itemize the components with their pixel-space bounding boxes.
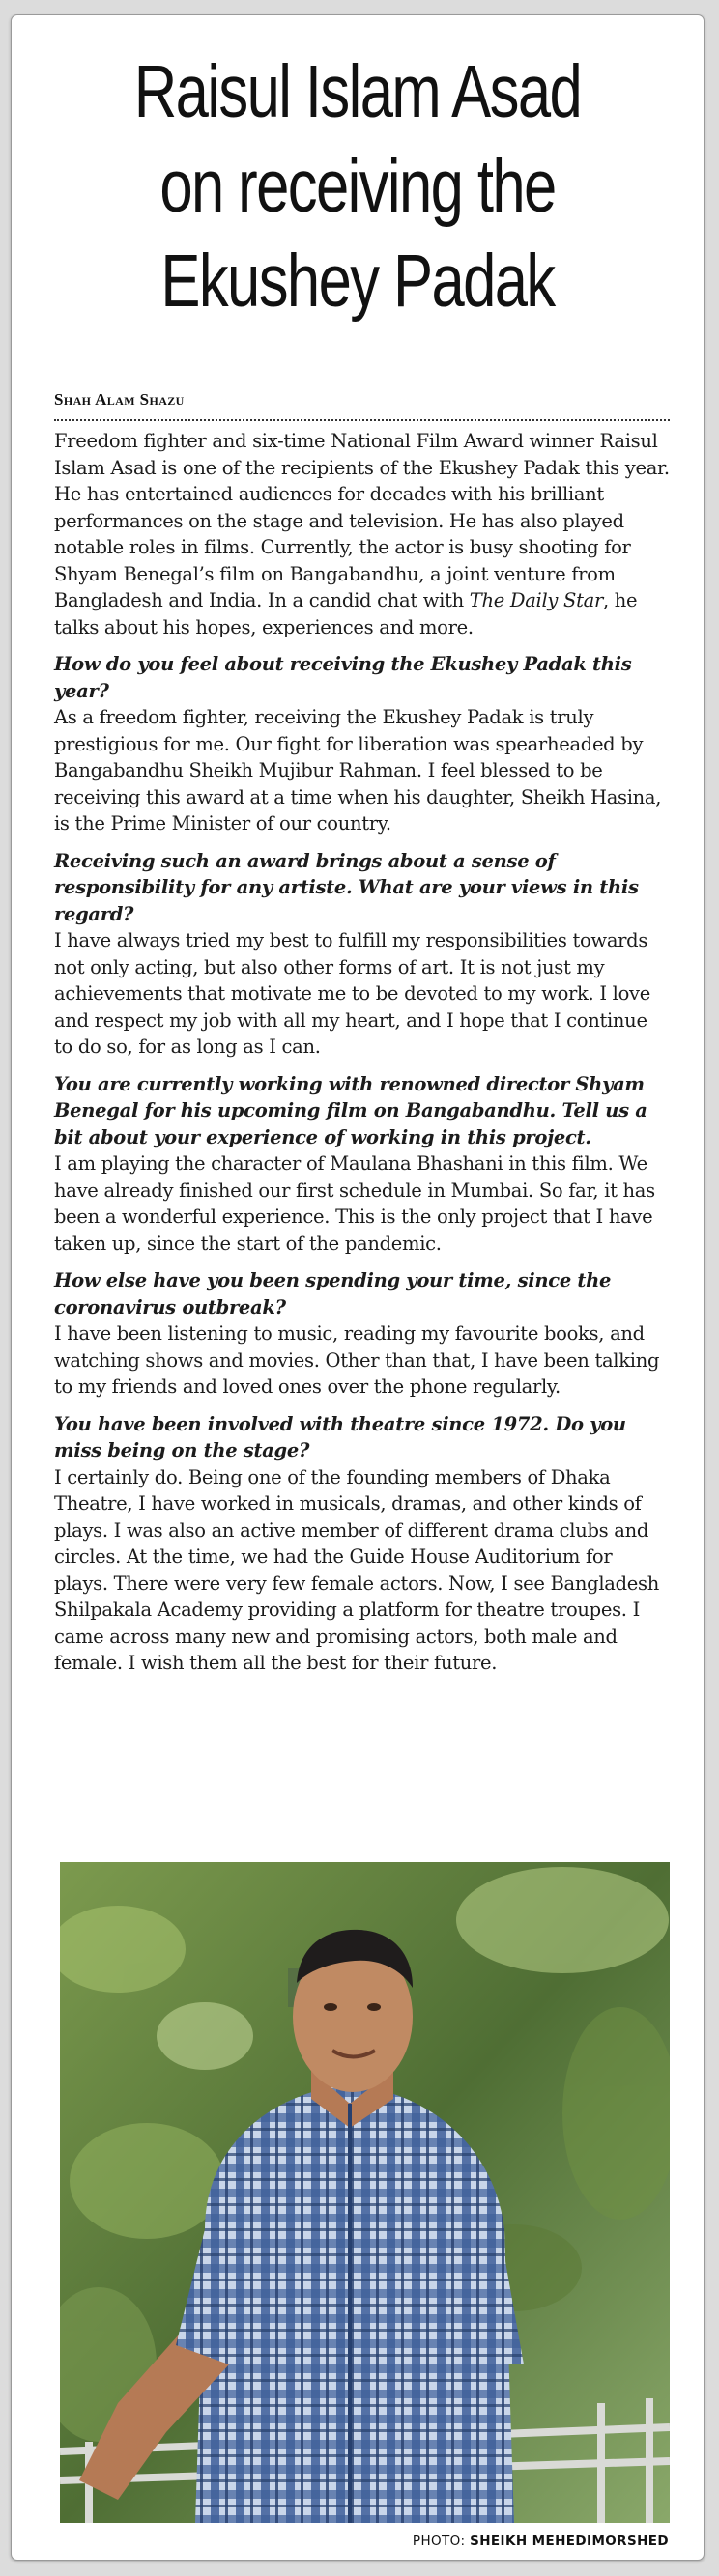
question-2: Receiving such an award brings about a sense of responsibility for any artiste. What are your views in this regard? xyxy=(54,849,639,925)
article-card xyxy=(11,14,705,2561)
question-5: You have been involved with theatre since 1972. Do you miss being on the stage? xyxy=(54,1412,626,1461)
question-1: How do you feel about receiving the Ekushey Padak this year? xyxy=(54,653,632,702)
intro-text-1: Freedom fighter and six-time National Film Award winner Raisul Islam Asad is one of the recipients of the Ekushey Padak this year. He has entertained audiences for decades with his brilliant performances on the stage and television. He has also played notable roles in films. Currently, the actor is busy shooting for Shyam Benegal’s film on Bangabandhu, a joint venture from Bangladesh and India. In a candid chat with xyxy=(54,430,670,611)
byline: Shah Alam Shazu xyxy=(54,390,185,409)
headline-line-3: Ekushey Padak xyxy=(160,240,555,323)
answer-2: I have always tried my best to fulfill my responsibilities towards not only acting, but also other forms of art. It is not just my achievements that motivate me to be devoted to my work. I love and respect my job with all my heart, and I hope that I continue to do so, for as long as I can. xyxy=(54,929,650,1058)
publication-name: The Daily Star xyxy=(469,589,603,611)
photo-credit xyxy=(413,2534,669,2549)
question-4: How else have you been spending your time, since the coronavirus outbreak? xyxy=(54,1269,612,1318)
headline-line-1: Raisul Islam Asad xyxy=(133,50,582,133)
portrait-photo xyxy=(60,1862,670,2523)
intro-paragraph xyxy=(54,428,670,640)
headline xyxy=(100,44,616,328)
intro-text-2: , he talks about his hopes, experiences and more. xyxy=(54,589,638,638)
photo-credit-label: PHOTO: xyxy=(412,2534,471,2549)
answer-1: As a freedom fighter, receiving the Ekushey Padak is truly prestigious for me. Our fight for liberation was spearheaded by Bangabandhu Sheikh Mujibur Rahman. I feel blessed to be receiving this award at a time when his daughter, Sheikh Hasina, is the Prime Minister of our country. xyxy=(54,706,662,835)
answer-4: I have been listening to music, reading my favourite books, and watching shows and movies. Other than that, I have been talking to my friends and loved ones over the phone regularly. xyxy=(54,1322,660,1398)
byline-divider xyxy=(54,419,670,421)
article-body xyxy=(54,428,670,1677)
question-3: You are currently working with renowned director Shyam Benegal for his upcoming film on Bangabandhu. Tell us a bit about your experience of working in this project. xyxy=(54,1072,647,1148)
eye-right xyxy=(367,2003,381,2011)
portrait-illustration xyxy=(60,1862,670,2523)
photographer-name: SHEIKH MEHEDIMORSHED xyxy=(470,2534,669,2549)
headline-line-2: on receiving the xyxy=(159,145,556,228)
eye-left xyxy=(324,2003,337,2011)
answer-5: I certainly do. Being one of the founding members of Dhaka Theatre, I have worked in musicals, dramas, and other kinds of plays. I was also an active member of different drama clubs and circles. At the time, we had the Guide House Auditorium for plays. There were very few female actors. Now, I see Bangladesh Shilpakala Academy providing a platform for theatre troupes. I came across many new and promising actors, both male and female. I wish them all the best for their future. xyxy=(54,1465,659,1674)
answer-3: I am playing the character of Maulana Bhashani in this film. We have already finished our first schedule in Mumbai. So far, it has been a wonderful experience. This is the only project that I have taken up, since the start of the pandemic. xyxy=(54,1152,655,1255)
